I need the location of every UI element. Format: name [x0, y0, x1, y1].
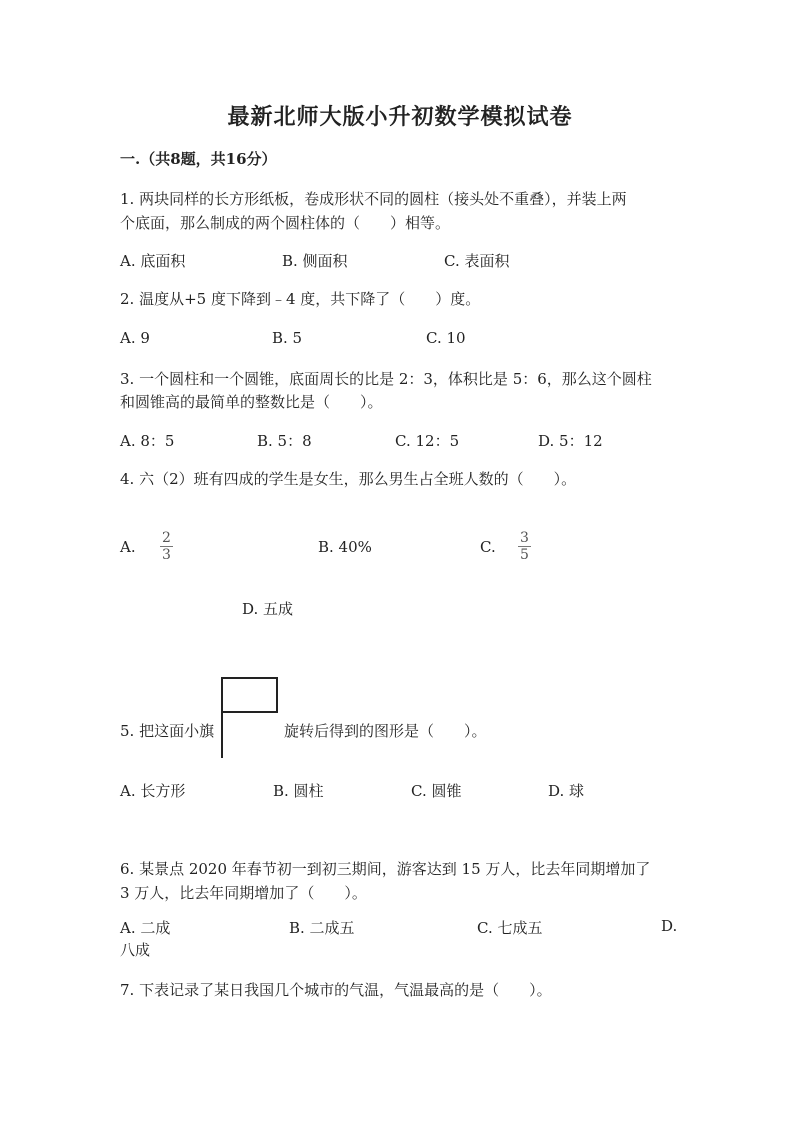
question-6-option-b: B. 二成五 [289, 919, 355, 937]
question-6-option-c: C. 七成五 [477, 919, 543, 937]
question-4-option-a-fraction [160, 530, 173, 563]
question-3-line-2: 和圆锥高的最简单的整数比是（ ）。 [120, 393, 383, 411]
question-6-option-d: D. [661, 917, 678, 935]
question-1-option-a: A. 底面积 [120, 252, 186, 270]
question-5-option-a: A. 长方形 [120, 782, 186, 800]
flag-figure [216, 676, 282, 760]
question-5-option-b: B. 圆柱 [273, 782, 324, 800]
question-3-option-c: C. 12：5 [395, 432, 460, 450]
fraction-numerator: 3 [520, 530, 529, 546]
question-2-line-1: 2. 温度从+5 度下降到﹣4 度，共下降了（ ）度。 [120, 290, 481, 308]
question-5-option-c: C. 圆锥 [411, 782, 462, 800]
question-5-text-after: 旋转后得到的图形是（ ）。 [284, 722, 487, 740]
question-1-option-b: B. 侧面积 [282, 252, 348, 270]
question-1-line-1: 1. 两块同样的长方形纸板，卷成形状不同的圆柱（接头处不重叠），并装上两 [120, 190, 627, 208]
question-4-line-1: 4. 六（2）班有四成的学生是女生，那么男生占全班人数的（ ）。 [120, 470, 577, 488]
question-6-line-2: 3 万人，比去年同期增加了（ ）。 [120, 884, 367, 902]
question-6-option-a: A. 二成 [120, 919, 171, 937]
section-heading: 一.（共8题，共16分） [120, 150, 277, 168]
question-4-option-c-label: C. [480, 538, 496, 556]
fraction-denominator: 3 [162, 547, 171, 563]
fraction-denominator: 5 [520, 547, 529, 563]
question-6-line-1: 6. 某景点 2020 年春节初一到初三期间，游客达到 15 万人，比去年同期增加了 [120, 860, 651, 878]
question-3-option-d: D. 5：12 [538, 432, 603, 450]
question-4-option-a-label: A. [120, 538, 136, 556]
question-5-text-before: 5. 把这面小旗 [120, 722, 215, 740]
question-3-line-1: 3. 一个圆柱和一个圆锥，底面周长的比是 2：3，体积比是 5：6，那么这个圆柱 [120, 370, 652, 388]
question-2-option-b: B. 5 [272, 329, 303, 347]
question-5-option-d: D. 球 [548, 782, 585, 800]
question-7-line-1: 7. 下表记录了某日我国几个城市的气温，气温最高的是（ ）。 [120, 981, 552, 999]
question-2-option-c: C. 10 [426, 329, 466, 347]
question-3-option-a: A. 8：5 [120, 432, 175, 450]
question-1-line-2: 个底面，那么制成的两个圆柱体的（ ）相等。 [120, 214, 451, 232]
question-4-option-b: B. 40% [318, 538, 372, 556]
question-4-option-c-fraction [518, 530, 531, 563]
question-4-option-d: D. 五成 [242, 600, 294, 618]
question-6-option-d-text: 八成 [120, 941, 151, 959]
question-2-option-a: A. 9 [120, 329, 150, 347]
question-3-option-b: B. 5：8 [257, 432, 312, 450]
question-1-option-c: C. 表面积 [444, 252, 510, 270]
page-title: 最新北师大版小升初数学模拟试卷 [227, 104, 573, 130]
fraction-numerator: 2 [162, 530, 171, 546]
